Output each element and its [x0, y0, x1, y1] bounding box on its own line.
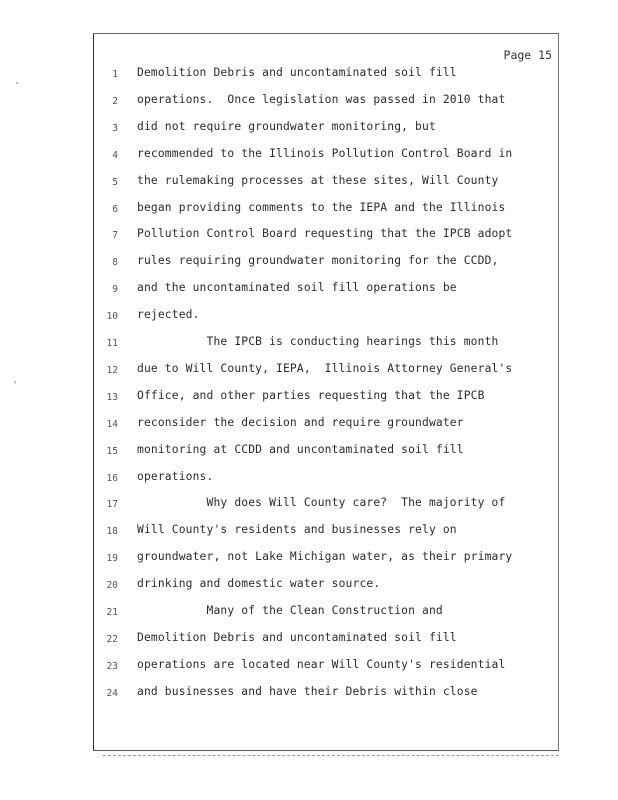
line-text: and the uncontaminated soil fill operations be — [137, 281, 457, 295]
transcript-line — [94, 281, 558, 301]
transcript-line — [94, 658, 558, 678]
line-number: 22 — [106, 633, 118, 645]
line-number: 12 — [106, 364, 118, 376]
line-text: due to Will County, IEPA, Illinois Attorney General's — [137, 361, 513, 375]
line-number: 20 — [106, 580, 118, 592]
line-number: 2 — [112, 95, 118, 107]
line-text: Demolition Debris and uncontaminated soil fill — [137, 66, 457, 79]
transcript-line — [94, 227, 558, 247]
transcript-line — [94, 550, 558, 570]
transcript-line — [94, 389, 558, 409]
line-number: 24 — [106, 687, 118, 699]
transcript-line — [94, 174, 558, 194]
line-text: Demolition Debris and uncontaminated soil fill — [137, 630, 457, 644]
line-number: 16 — [106, 472, 118, 484]
transcript-lines — [94, 34, 558, 750]
line-number: 13 — [106, 391, 118, 403]
transcript-line — [94, 120, 558, 140]
line-text: drinking and domestic water source. — [137, 577, 381, 591]
transcript-line — [94, 201, 558, 221]
transcript-line — [94, 496, 558, 516]
transcript-line — [94, 604, 558, 624]
line-number: 17 — [106, 499, 118, 511]
line-text: the rulemaking processes at these sites, Will County — [137, 173, 499, 187]
line-number: 6 — [112, 203, 118, 215]
line-number: 15 — [106, 445, 118, 457]
line-text: and businesses and have their Debris within close — [137, 684, 478, 698]
transcript-line — [94, 308, 558, 328]
line-text: did not require groundwater monitoring, but — [137, 119, 436, 133]
transcript-line — [94, 631, 558, 651]
transcript-line — [94, 254, 558, 274]
transcript-line — [94, 523, 558, 543]
line-text: Pollution Control Board requesting that the IPCB adopt — [137, 227, 513, 241]
transcript-line — [94, 335, 558, 355]
line-text: Why does Will County care? The majority of — [137, 496, 506, 510]
transcript-line — [94, 362, 558, 382]
line-text: The IPCB is conducting hearings this month — [137, 335, 499, 348]
transcript-line — [94, 470, 558, 490]
line-number: 1 — [112, 69, 118, 80]
line-number: 19 — [106, 553, 118, 565]
line-text: operations. Once legislation was passed in 2010 that — [137, 92, 506, 106]
line-text: operations. — [137, 469, 214, 483]
transcript-line — [94, 66, 558, 86]
line-text: Will County's residents and businesses rely on — [137, 523, 457, 537]
line-text: began providing comments to the IEPA and the Illinois — [137, 200, 506, 214]
transcript-line — [94, 685, 558, 705]
page-number: Page 15 — [503, 48, 552, 62]
line-text: recommended to the Illinois Pollution Control Board in — [137, 146, 513, 160]
line-number: 5 — [112, 176, 118, 188]
line-number: 10 — [106, 311, 118, 323]
bottom-rule — [103, 755, 559, 756]
line-number: 8 — [112, 257, 118, 269]
line-text: groundwater, not Lake Michigan water, as their primary — [137, 550, 513, 564]
margin-mark: · — [14, 78, 21, 89]
line-text: operations are located near Will County's residential — [137, 657, 506, 671]
margin-mark: ' — [12, 380, 19, 391]
transcript-line — [94, 416, 558, 436]
line-text: Many of the Clean Construction and — [137, 604, 443, 617]
line-number: 7 — [112, 230, 118, 242]
transcript-line — [94, 443, 558, 463]
line-number: 9 — [112, 284, 118, 296]
line-number: 3 — [112, 122, 118, 134]
transcript-line — [94, 577, 558, 597]
line-number: 14 — [106, 418, 118, 430]
line-text: Office, and other parties requesting that the IPCB — [137, 388, 485, 402]
line-number: 21 — [106, 607, 118, 618]
line-number: 23 — [106, 660, 118, 672]
transcript-page — [93, 33, 559, 751]
line-text: rejected. — [137, 308, 200, 322]
transcript-line — [94, 147, 558, 167]
line-number: 11 — [106, 338, 118, 349]
transcript-line — [94, 93, 558, 113]
line-text: reconsider the decision and require groundwater — [137, 415, 464, 429]
line-number: 4 — [112, 149, 118, 161]
line-number: 18 — [106, 526, 118, 538]
line-text: rules requiring groundwater monitoring for the CCDD, — [137, 254, 499, 268]
line-text: monitoring at CCDD and uncontaminated soil fill — [137, 442, 464, 456]
